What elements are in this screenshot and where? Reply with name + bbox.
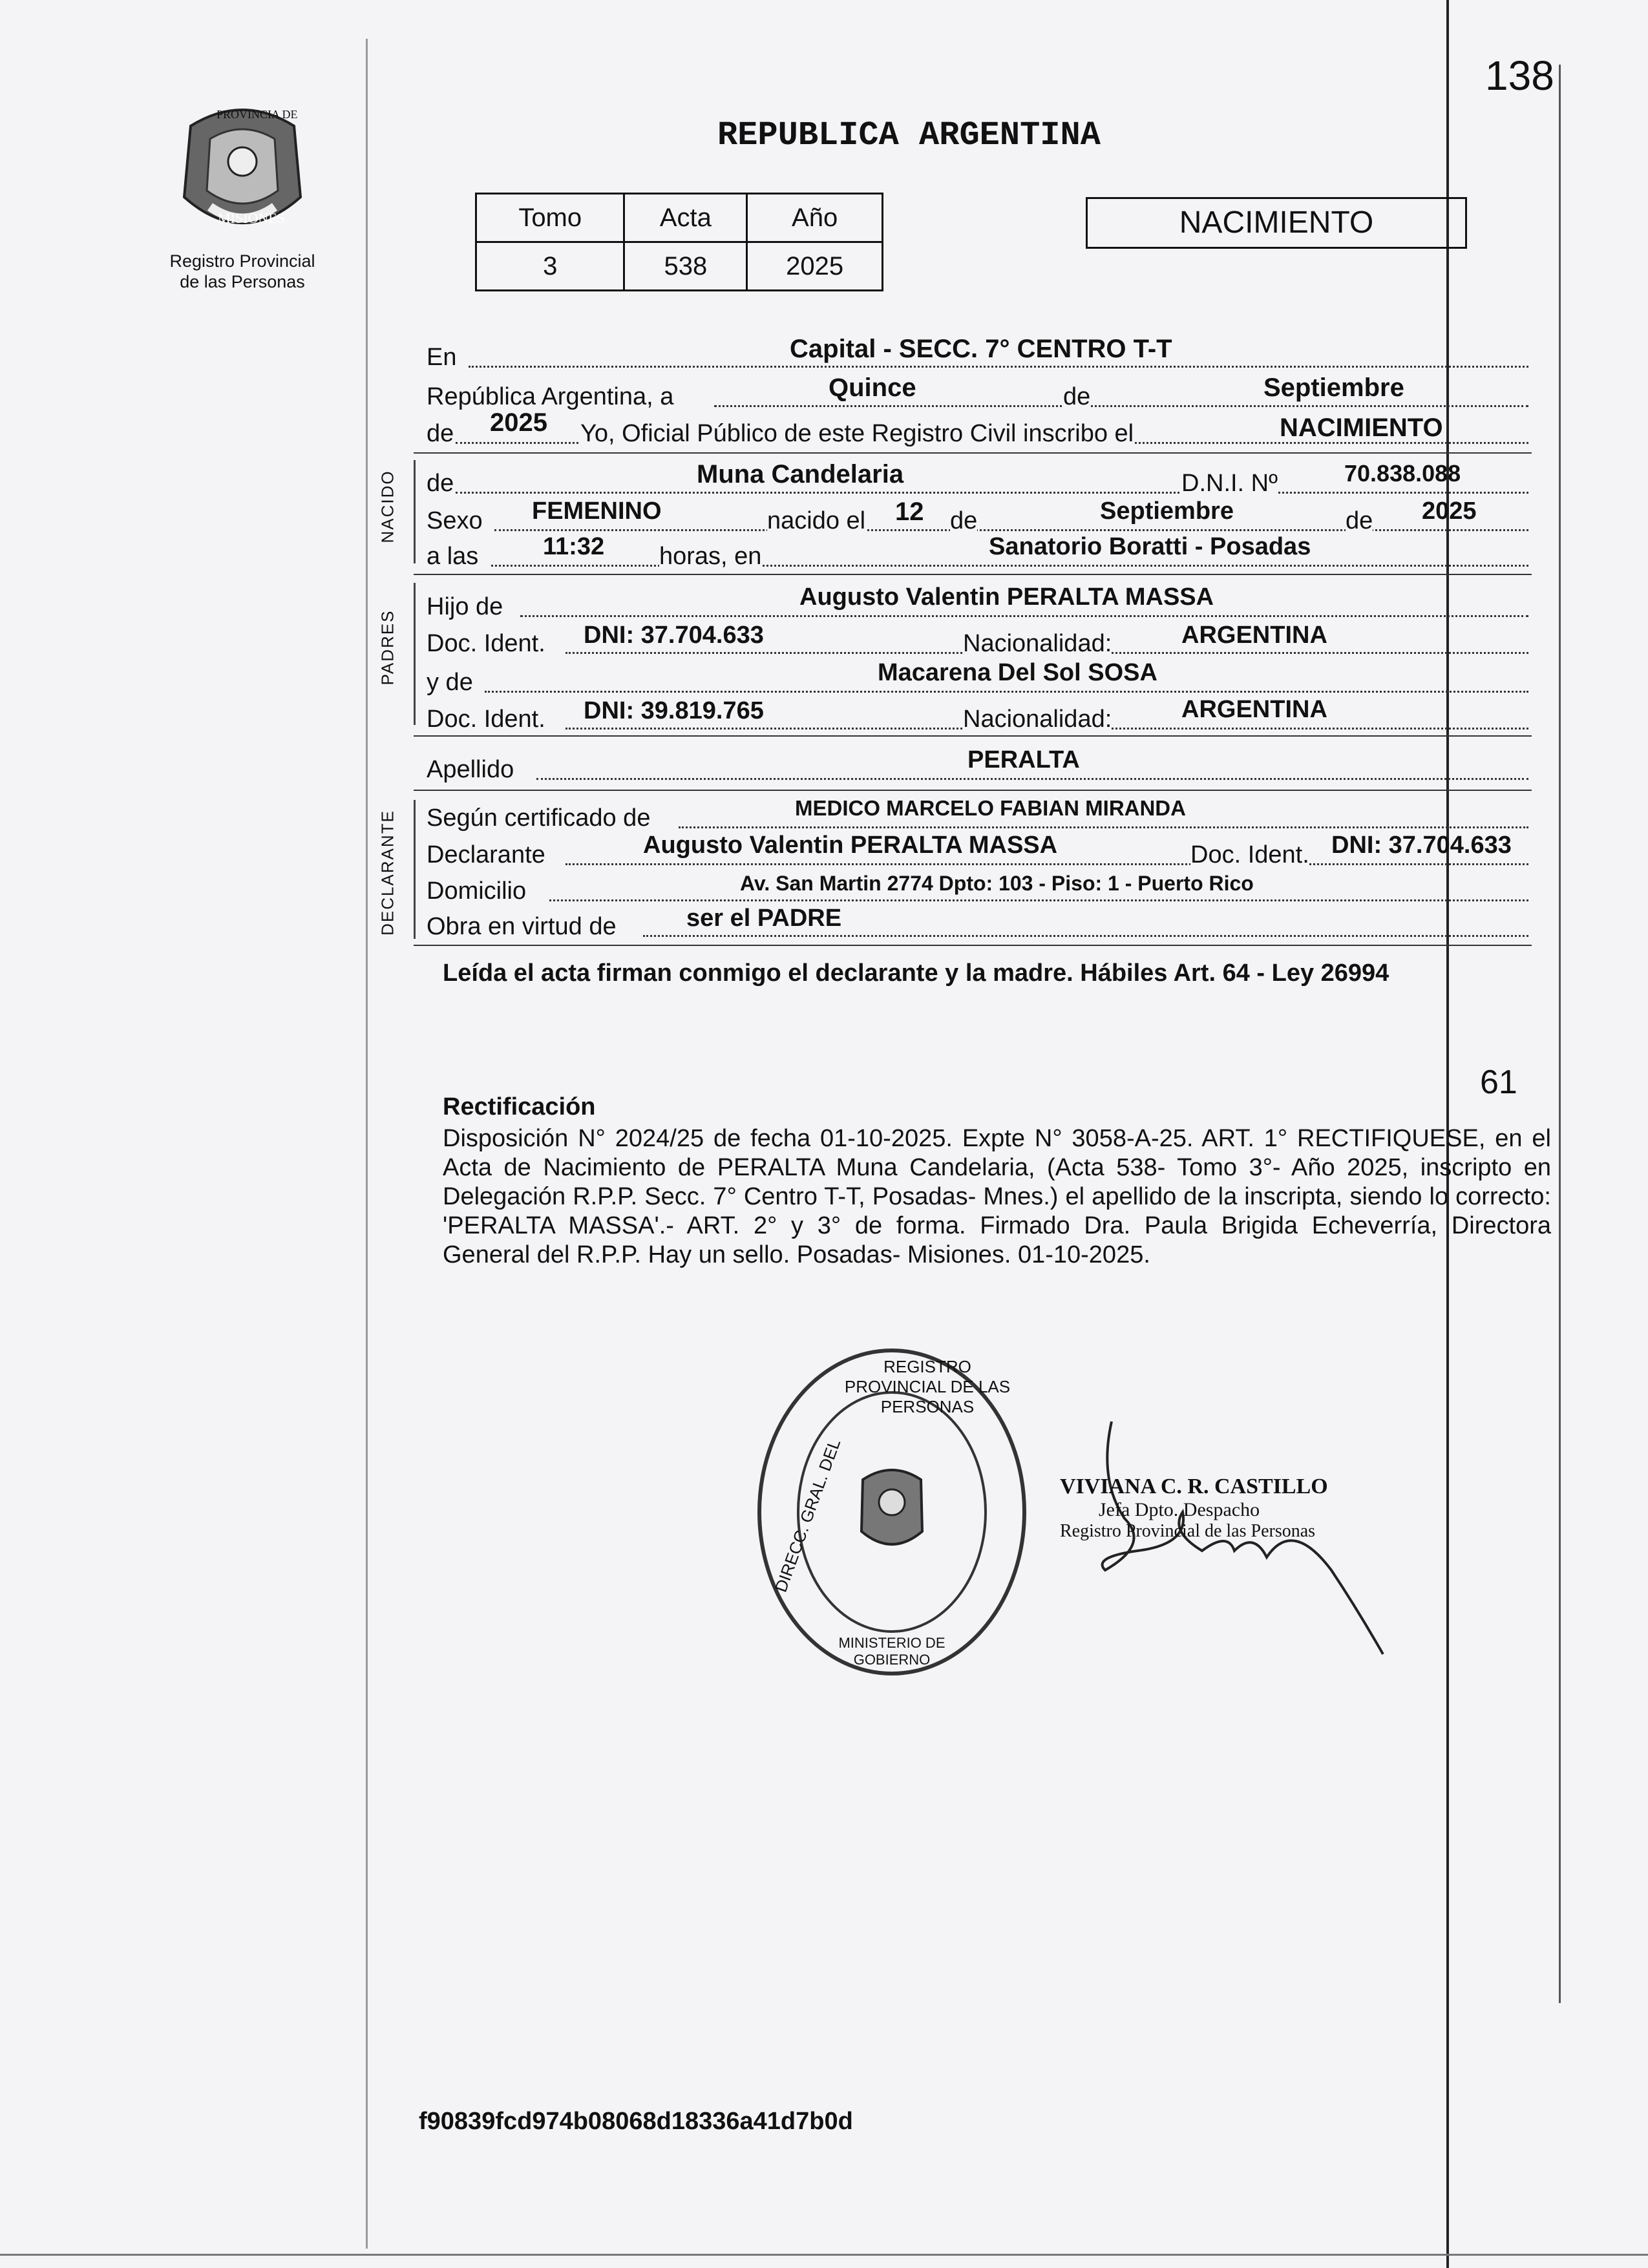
declarante-doc: DNI: 37.704.633 xyxy=(1331,832,1512,859)
officer-text: Yo, Oficial Público de este Registro Civil inscribo el xyxy=(580,420,1134,447)
official-stamp xyxy=(753,1344,1031,1680)
nacido-bar xyxy=(414,460,416,563)
rectificacion-body: Disposición N° 2024/25 de fecha 01-10-2025. Expte N° 3058-A-25. ART. 1° RECTIFIQUESE, en el Acta de Nacimiento de PERALTA Muna Candelaria, (Acta 538- Tomo 3°- Año 2025, inscripto en Delegación R.P.P. Secc. 7° Centro T-T, Posadas- Mnes.) el apellido de la inscripta, siendo lo correcto: 'PERALTA MASSA'.- ART. 2° y 3° de forma. Firmado Dra. Paula Brigida Echeverría, Directora General del R.P.P. Hay un sello. Posadas- Misiones. 01-10-2025. xyxy=(443,1125,1551,1268)
dots-name xyxy=(456,492,1528,494)
rule-3 xyxy=(414,735,1532,737)
obra-label: Obra en virtud de xyxy=(427,913,617,940)
emblem-text-top: PROVINCIA DE xyxy=(217,108,298,121)
de-label-2: de xyxy=(427,420,454,447)
declarante-label: Declarante xyxy=(427,841,545,868)
horas-label: horas, en xyxy=(659,543,762,570)
child-name: Muna Candelaria xyxy=(697,460,904,488)
declarante-doc-label: Doc. Ident. xyxy=(1190,841,1309,868)
address: Av. San Martin 2774 Dpto: 103 - Piso: 1 - Puerto Rico xyxy=(740,872,1254,895)
stamp-inner-text: MINISTERIO DE GOBIERNO xyxy=(838,1635,945,1668)
father-doc-label: Doc. Ident. xyxy=(427,630,545,657)
republica-label: República Argentina, a xyxy=(427,383,674,410)
mother-name: Macarena Del Sol SOSA xyxy=(878,659,1157,686)
apellido-label: Apellido xyxy=(427,756,514,783)
father-name: Augusto Valentin PERALTA MASSA xyxy=(799,583,1214,611)
mother-nationality: ARGENTINA xyxy=(1181,696,1327,723)
acta-value: 538 xyxy=(624,242,747,291)
de-label-1: de xyxy=(1063,383,1091,410)
dots-decl xyxy=(565,863,1528,865)
margin-number: 61 xyxy=(1480,1064,1517,1101)
rule-2 xyxy=(414,574,1532,575)
father-nationality: ARGENTINA xyxy=(1181,622,1327,649)
rule-5 xyxy=(414,945,1532,946)
en-label: En xyxy=(427,344,457,371)
page-number: 138 xyxy=(1485,52,1554,99)
mother-doc: DNI: 39.819.765 xyxy=(584,697,764,724)
intro-place: Capital - SECC. 7° CENTRO T-T xyxy=(790,335,1172,363)
cert-label: Según certificado de xyxy=(427,804,651,832)
dots-mother xyxy=(485,691,1528,693)
signatory-office: Registro Provincial de las Personas xyxy=(1060,1521,1316,1541)
ano-value: 2025 xyxy=(747,242,883,291)
right-edge-line xyxy=(1559,65,1561,2003)
acta-header: Acta xyxy=(624,194,747,242)
nacido-de-label-3: de xyxy=(1346,507,1373,534)
dots-en xyxy=(469,366,1528,368)
rectificacion-title: Rectificación xyxy=(443,1093,596,1120)
padres-section-label: PADRES xyxy=(377,609,397,686)
dots-rep xyxy=(714,405,1528,407)
dots-apellido xyxy=(536,778,1528,780)
ano-header: Año xyxy=(747,194,883,242)
signatory-name: VIVIANA C. R. CASTILLO xyxy=(1060,1475,1328,1498)
declarante-name: Augusto Valentin PERALTA MASSA xyxy=(643,832,1058,859)
birth-day: 12 xyxy=(895,498,924,526)
stamp-left-text: DIRECC. GRAL. DEL xyxy=(770,1436,845,1595)
intro-year: 2025 xyxy=(490,408,547,437)
child-dni: 70.838.088 xyxy=(1344,460,1461,487)
dots-time xyxy=(491,565,1528,567)
obra-value: ser el PADRE xyxy=(686,905,842,932)
intro-month: Septiembre xyxy=(1263,373,1404,402)
nacido-el-label: nacido el xyxy=(767,507,866,534)
tomo-value: 3 xyxy=(476,242,624,291)
record-table xyxy=(475,193,883,291)
left-margin-line xyxy=(366,39,368,2249)
certifier: MEDICO MARCELO FABIAN MIRANDA xyxy=(795,796,1186,820)
declarante-bar xyxy=(414,800,416,939)
apellido-value: PERALTA xyxy=(967,746,1080,773)
birth-month: Septiembre xyxy=(1100,498,1234,525)
hijo-label: Hijo de xyxy=(427,593,503,620)
country-title: REPUBLICA ARGENTINA xyxy=(717,116,1101,154)
mother-nat-label: Nacionalidad: xyxy=(963,706,1112,733)
declarante-section-label: DECLARANTE xyxy=(377,810,397,936)
birth-time: 11:32 xyxy=(543,533,605,560)
nacido-de-label-2: de xyxy=(950,507,978,534)
nacido-de-label: de xyxy=(427,470,454,497)
yde-label: y de xyxy=(427,669,473,696)
birth-place: Sanatorio Boratti - Posadas xyxy=(989,533,1311,560)
dots-father xyxy=(520,615,1528,617)
intro-act: NACIMIENTO xyxy=(1280,414,1443,442)
rule-1 xyxy=(414,452,1532,454)
father-doc: DNI: 37.704.633 xyxy=(584,622,764,649)
closing-text: Leída el acta firman conmigo el declarante y la madre. Hábiles Art. 64 - Ley 26994 xyxy=(443,960,1389,987)
province-emblem xyxy=(171,100,313,249)
dots-cert xyxy=(679,826,1528,828)
domicilio-label: Domicilio xyxy=(427,877,527,905)
dots-obra xyxy=(643,935,1528,937)
signatory-title: Jefa Dpto. Despacho xyxy=(1099,1499,1260,1520)
father-nat-label: Nacionalidad: xyxy=(963,630,1112,657)
dots-sexo xyxy=(494,529,1528,531)
tomo-header: Tomo xyxy=(476,194,624,242)
bottom-line xyxy=(0,2254,1648,2256)
dots-dom xyxy=(549,899,1528,901)
mother-doc-label: Doc. Ident. xyxy=(427,706,545,733)
emblem-text-bottom: MISIONES xyxy=(218,210,285,226)
document-hash: f90839fcd974b08068d18336a41d7b0d xyxy=(419,2108,853,2135)
registry-name: Registro Provincial de las Personas xyxy=(169,251,315,291)
padres-bar xyxy=(414,583,416,725)
sexo-label: Sexo xyxy=(427,507,483,534)
signatory-block xyxy=(1060,1475,1328,1542)
act-type-box: NACIMIENTO xyxy=(1086,197,1467,249)
birth-year: 2025 xyxy=(1422,498,1477,525)
intro-day: Quince xyxy=(829,373,916,402)
stamp-outer-text: REGISTRO PROVINCIAL DE LAS PERSONAS xyxy=(844,1357,1011,1416)
child-sex: FEMENINO xyxy=(532,498,662,525)
nacido-section-label: NACIDO xyxy=(377,470,397,543)
rule-4 xyxy=(414,790,1532,791)
alas-label: a las xyxy=(427,543,479,570)
dni-label: D.N.I. Nº xyxy=(1181,470,1278,497)
